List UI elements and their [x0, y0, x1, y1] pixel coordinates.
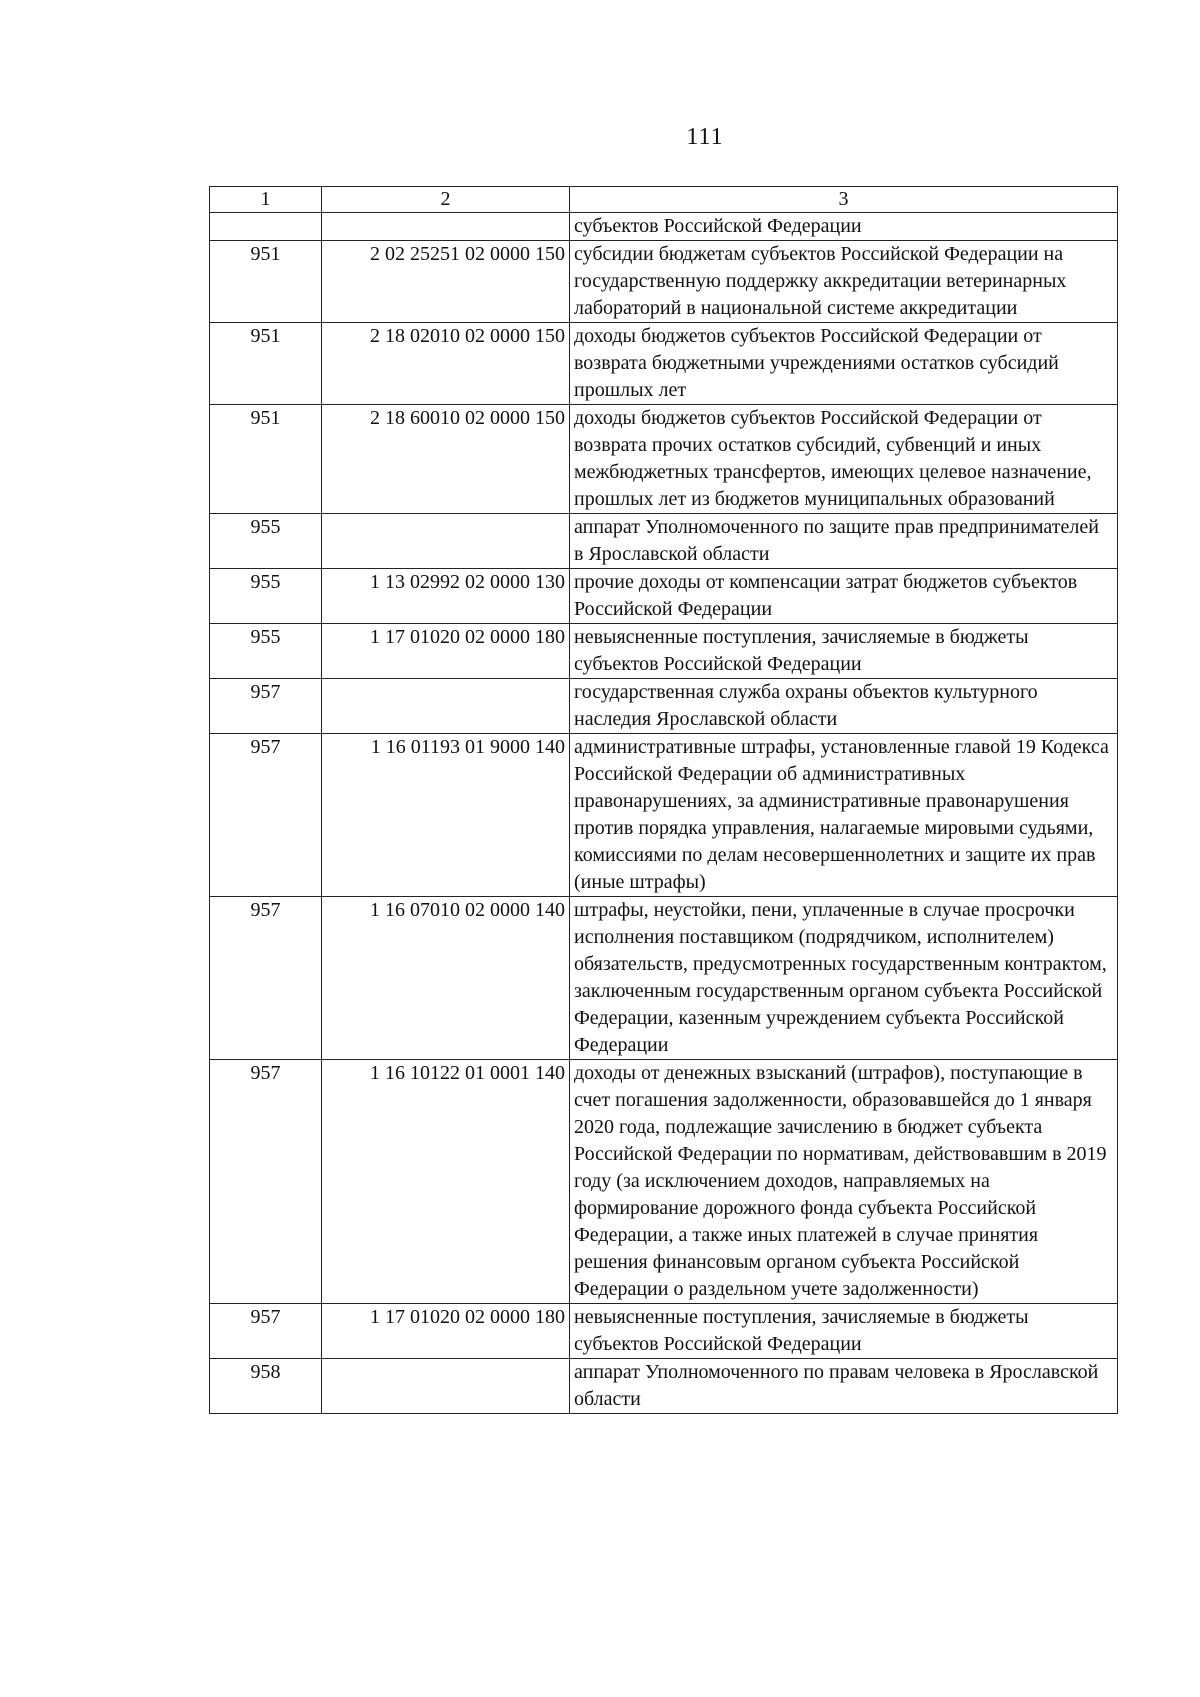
admin-code-cell: 955: [210, 514, 322, 569]
admin-code-cell: 958: [210, 1359, 322, 1414]
admin-code-cell: 955: [210, 569, 322, 624]
table-row: [210, 1060, 1118, 1304]
revenue-code-cell: 2 18 60010 02 0000 150: [322, 405, 570, 514]
table-row: [210, 1304, 1118, 1359]
table-row: [210, 897, 1118, 1060]
description-cell: субъектов Российской Федерации: [570, 213, 1118, 241]
revenue-code-cell: 1 16 10122 01 0001 140: [322, 1060, 570, 1304]
table-row: [210, 734, 1118, 897]
admin-code-cell: 957: [210, 734, 322, 897]
revenue-code-cell: [322, 1359, 570, 1414]
table-row: [210, 514, 1118, 569]
description-cell: невыясненные поступления, зачисляемые в бюджеты субъектов Российской Федерации: [570, 624, 1118, 679]
revenue-codes-table: [209, 186, 1118, 1414]
revenue-code-cell: 1 17 01020 02 0000 180: [322, 624, 570, 679]
table-row: [210, 569, 1118, 624]
description-cell: доходы бюджетов субъектов Российской Федерации от возврата прочих остатков субсидий, субвенций и иных межбюджетных трансфертов, имеющих целевое назначение, прошлых лет из бюджетов муниципальных образований: [570, 405, 1118, 514]
page-number: 111: [686, 124, 724, 150]
description-cell: доходы от денежных взысканий (штрафов), поступающие в счет погашения задолженности, образовавшейся до 1 января 2020 года, подлежащие зачислению в бюджет субъекта Российской Федерации по нормативам, действовавшим в 2019 году (за исключением доходов, направляемых на формирование дорожного фонда субъекта Российской Федерации, а также иных платежей в случае принятия решения финансовым органом субъекта Российской Федерации о раздельном учете задолженности): [570, 1060, 1118, 1304]
description-cell: невыясненные поступления, зачисляемые в бюджеты субъектов Российской Федерации: [570, 1304, 1118, 1359]
description-cell: прочие доходы от компенсации затрат бюджетов субъектов Российской Федерации: [570, 569, 1118, 624]
revenue-code-cell: 1 16 01193 01 9000 140: [322, 734, 570, 897]
column-header-1: 1: [210, 187, 322, 213]
description-cell: доходы бюджетов субъектов Российской Федерации от возврата бюджетными учреждениями остатков субсидий прошлых лет: [570, 323, 1118, 405]
revenue-code-cell: [322, 213, 570, 241]
admin-code-cell: 957: [210, 1304, 322, 1359]
table-header-row: [210, 187, 1118, 213]
admin-code-cell: 951: [210, 405, 322, 514]
revenue-code-cell: [322, 679, 570, 734]
table-row: [210, 241, 1118, 323]
revenue-code-cell: [322, 514, 570, 569]
admin-code-cell: 957: [210, 679, 322, 734]
revenue-code-cell: 1 13 02992 02 0000 130: [322, 569, 570, 624]
revenue-code-cell: 2 02 25251 02 0000 150: [322, 241, 570, 323]
admin-code-cell: 951: [210, 241, 322, 323]
table-row: [210, 679, 1118, 734]
description-cell: аппарат Уполномоченного по правам человека в Ярославской области: [570, 1359, 1118, 1414]
column-header-2: 2: [322, 187, 570, 213]
admin-code-cell: 955: [210, 624, 322, 679]
description-cell: аппарат Уполномоченного по защите прав предпринимателей в Ярославской области: [570, 514, 1118, 569]
description-cell: государственная служба охраны объектов культурного наследия Ярославской области: [570, 679, 1118, 734]
revenue-code-cell: 2 18 02010 02 0000 150: [322, 323, 570, 405]
table-row: [210, 1359, 1118, 1414]
admin-code-cell: 951: [210, 323, 322, 405]
admin-code-cell: 957: [210, 1060, 322, 1304]
table-row: [210, 323, 1118, 405]
revenue-code-cell: 1 16 07010 02 0000 140: [322, 897, 570, 1060]
description-cell: штрафы, неустойки, пени, уплаченные в случае просрочки исполнения поставщиком (подрядчиком, исполнителем) обязательств, предусмотренных государственным контрактом, заключенным государственным органом субъекта Российской Федерации, казенным учреждением субъекта Российской Федерации: [570, 897, 1118, 1060]
admin-code-cell: [210, 213, 322, 241]
description-cell: субсидии бюджетам субъектов Российской Федерации на государственную поддержку аккредитации ветеринарных лабораторий в национальной системе аккредитации: [570, 241, 1118, 323]
table-row: [210, 624, 1118, 679]
table-row: [210, 405, 1118, 514]
revenue-code-cell: 1 17 01020 02 0000 180: [322, 1304, 570, 1359]
table-row: [210, 213, 1118, 241]
admin-code-cell: 957: [210, 897, 322, 1060]
description-cell: административные штрафы, установленные главой 19 Кодекса Российской Федерации об административных правонарушениях, за административные правонарушения против порядка управления, налагаемые мировыми судьями, комиссиями по делам несовершеннолетних и защите их прав (иные штрафы): [570, 734, 1118, 897]
column-header-3: 3: [570, 187, 1118, 213]
